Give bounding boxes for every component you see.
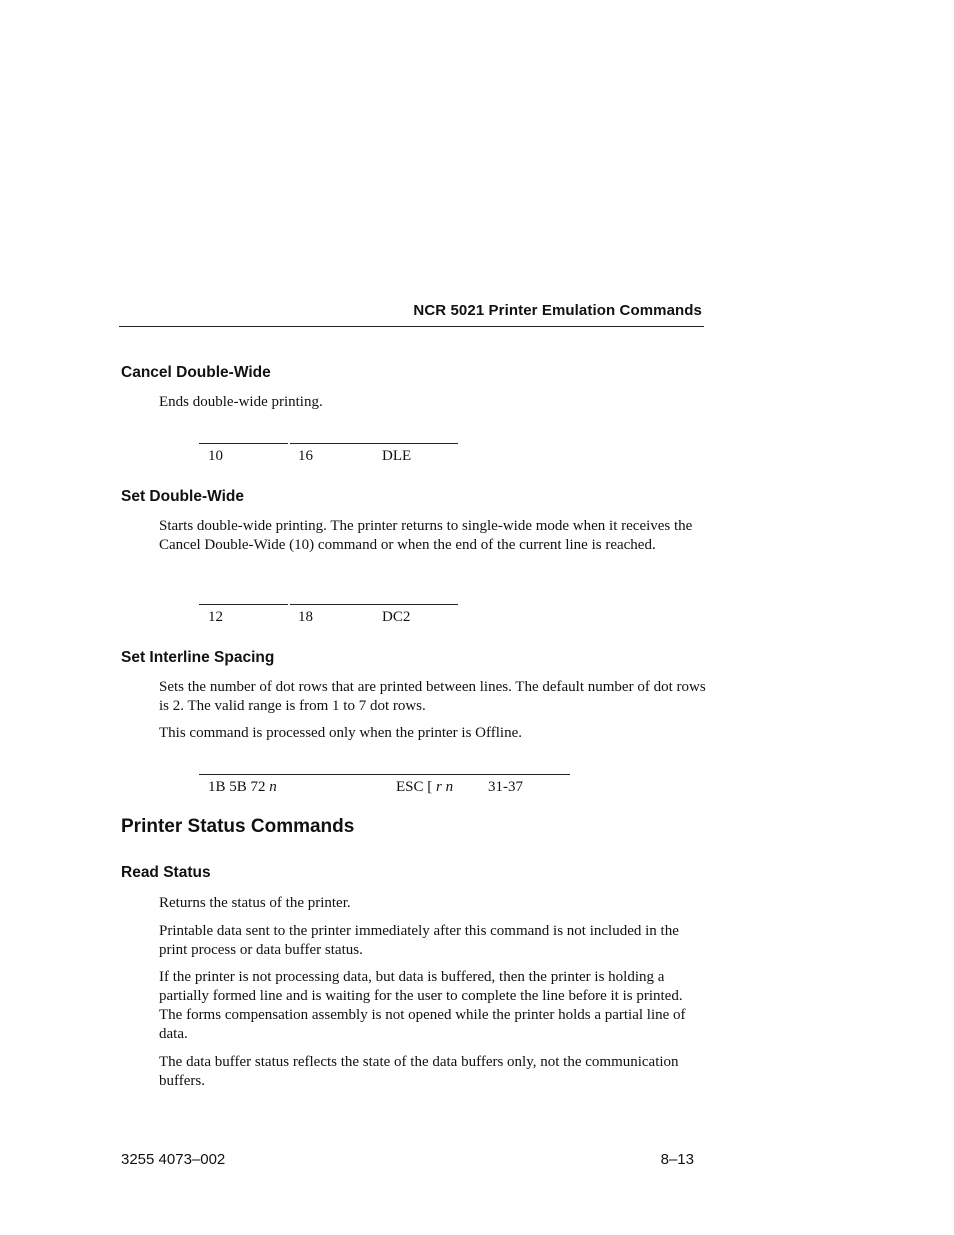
read-status-paragraph: If the printer is not processing data, but data is buffered, then the printer is holding a partially formed line and is waiting for the user to complete the line before it is printed. The forms compensation assembly is not opened while the printer holds a partial line of data. xyxy=(159,969,686,1042)
set-double-wide-ascii: DC2 xyxy=(382,609,411,625)
set-interline-spacing-ascii: ESC [ r n xyxy=(396,779,454,795)
heading-printer-status-commands: Printer Status Commands xyxy=(121,816,355,837)
heading-cancel-double-wide: Cancel Double-Wide xyxy=(121,364,271,381)
cancel-double-wide-decimal: 16 xyxy=(298,448,313,464)
read-status-paragraph: Printable data sent to the printer immediately after this command is not included in the print process or data buffer status. xyxy=(159,923,679,958)
heading-read-status: Read Status xyxy=(121,864,211,881)
variable-r-n: r n xyxy=(436,779,454,795)
code-table-rule-right xyxy=(290,604,458,605)
heading-set-double-wide: Set Double-Wide xyxy=(121,488,245,505)
set-interline-spacing-note: This command is processed only when the printer is Offline. xyxy=(159,725,522,741)
read-status-paragraph: Returns the status of the printer. xyxy=(159,895,351,911)
code-table-rule-right xyxy=(290,443,458,444)
set-double-wide-hex: 12 xyxy=(208,609,223,625)
cancel-double-wide-description: Ends double-wide printing. xyxy=(159,394,323,410)
code-table-rule-left xyxy=(199,443,288,444)
footer-page-number: 8–13 xyxy=(660,1151,694,1168)
footer-doc-number: 3255 4073–002 xyxy=(121,1151,226,1168)
set-interline-spacing-hex: 1B 5B 72 n xyxy=(208,779,277,795)
code-table-rule-left xyxy=(199,604,288,605)
cancel-double-wide-ascii: DLE xyxy=(382,448,412,464)
running-header: NCR 5021 Printer Emulation Commands xyxy=(413,302,702,319)
code-table-rule xyxy=(199,774,570,775)
variable-n: n xyxy=(269,779,277,795)
cancel-double-wide-hex: 10 xyxy=(208,448,223,464)
heading-set-interline-spacing: Set Interline Spacing xyxy=(121,649,275,666)
header-rule xyxy=(119,326,704,327)
set-double-wide-description: Starts double-wide printing. The printer returns to single-wide mode when it receives the Cancel Double-Wide (10) command or when the end of the current line is reached. xyxy=(159,518,693,553)
set-interline-spacing-description: Sets the number of dot rows that are printed between lines. The default number of dot rows is 2. The valid range is from 1 to 7 dot rows. xyxy=(159,679,706,714)
set-interline-spacing-range: 31-37 xyxy=(488,779,523,795)
read-status-paragraph: The data buffer status reflects the state of the data buffers only, not the communication buffers. xyxy=(159,1054,679,1089)
set-double-wide-decimal: 18 xyxy=(298,609,313,625)
